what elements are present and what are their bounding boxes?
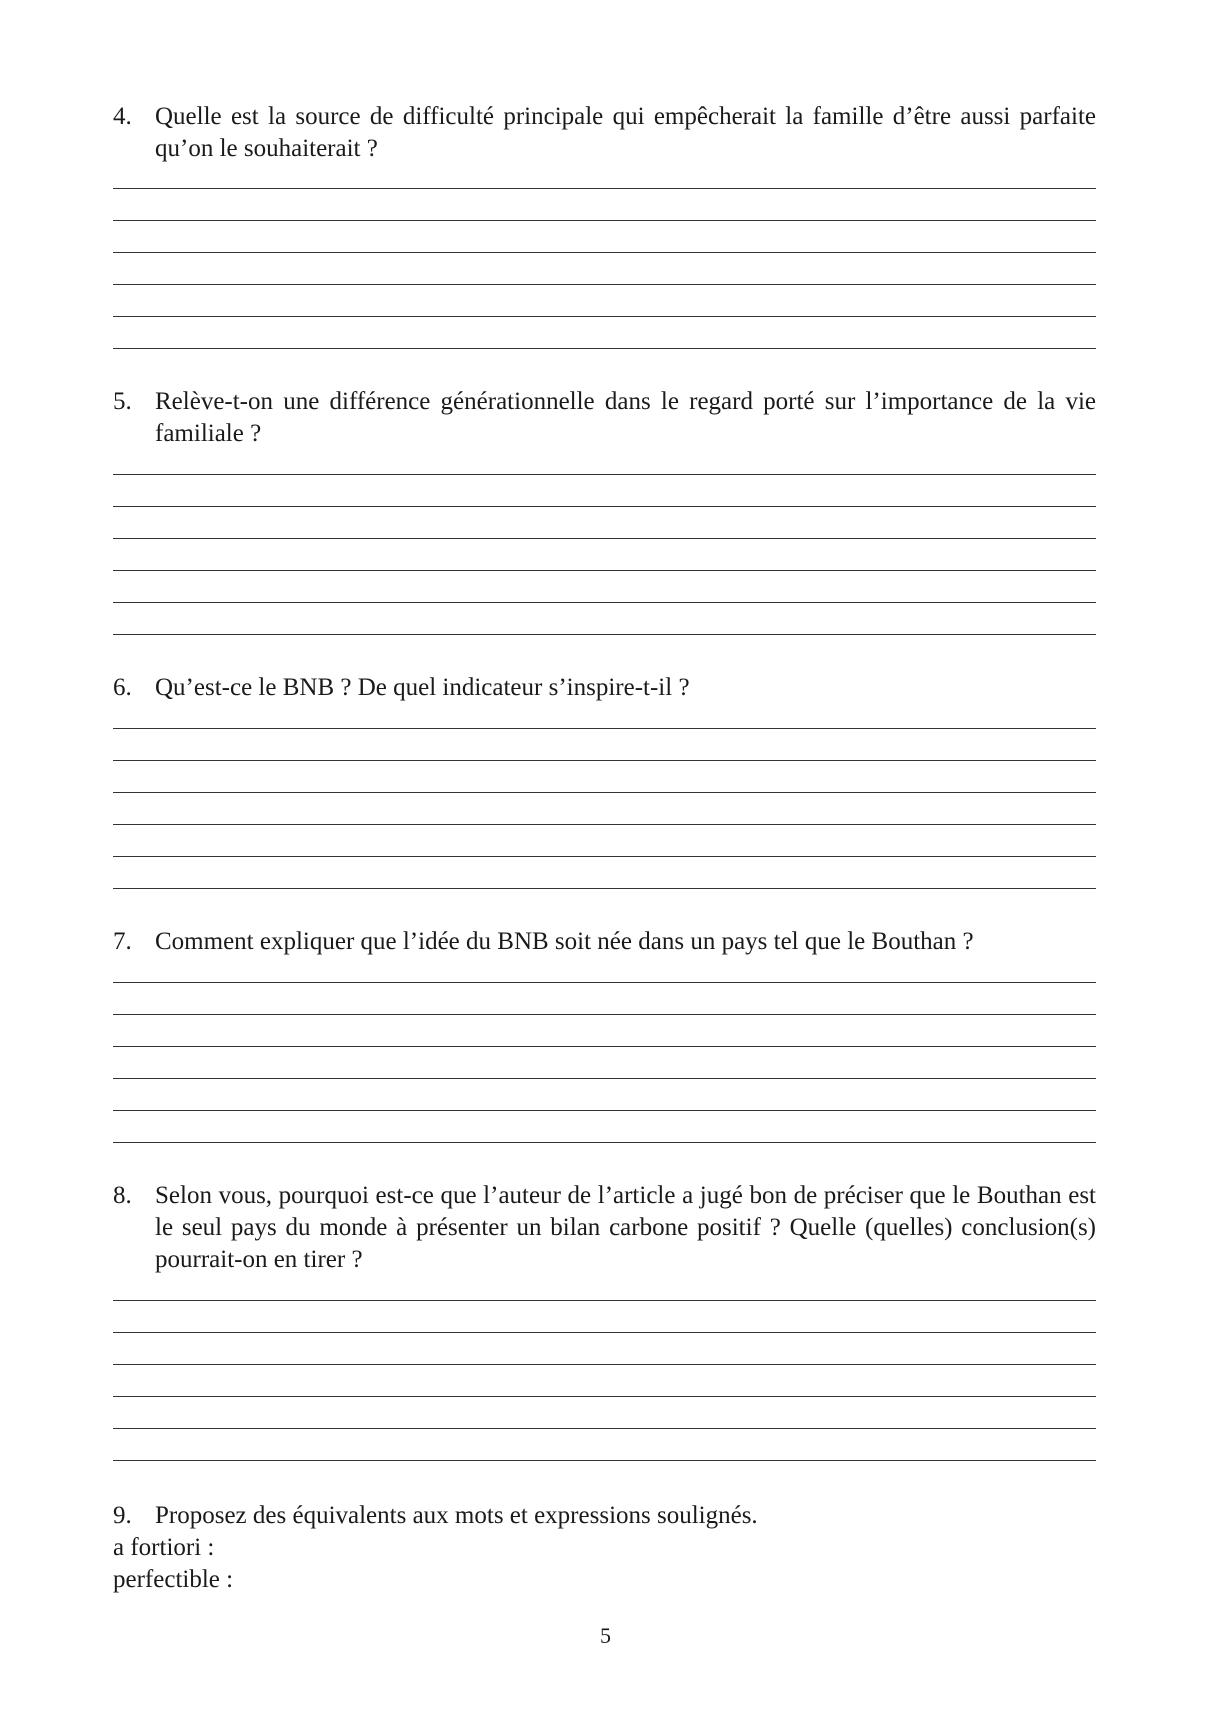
page-number: 5	[600, 1623, 611, 1648]
answer-line[interactable]	[113, 188, 1096, 189]
answer-line[interactable]	[113, 538, 1096, 539]
question-text: Relève-t-on une différence générationnelle dans le regard porté sur l’importance de la vie familiale ?	[155, 388, 1096, 447]
answer-line[interactable]	[113, 1300, 1096, 1301]
answer-line[interactable]	[113, 728, 1096, 729]
question-text: Qu’est-ce le BNB ? De quel indicateur s’inspire-t-il ?	[155, 674, 690, 701]
question-number: 4.	[113, 103, 132, 130]
answer-line[interactable]	[113, 824, 1096, 825]
question-text: Selon vous, pourquoi est-ce que l’auteur de l’article a jugé bon de préciser que le Bouthan est le seul pays du monde à présenter un bilan carbone positif ? Quelle (quelles) conclusion(s) pourrait-on en tirer ?	[155, 1182, 1096, 1273]
question-6	[113, 672, 1096, 704]
answer-line[interactable]	[113, 1142, 1096, 1143]
answer-line[interactable]	[113, 760, 1096, 761]
answer-line[interactable]	[113, 634, 1096, 635]
question-number: 8.	[113, 1182, 132, 1209]
vocab-item-perfectible: perfectible :	[113, 1566, 234, 1593]
answer-line[interactable]	[113, 1110, 1096, 1111]
question-5	[113, 386, 1096, 450]
question-8	[113, 1180, 1096, 1276]
answer-line[interactable]	[113, 856, 1096, 857]
question-text: Proposez des équivalents aux mots et expressions soulignés.	[155, 1502, 758, 1529]
question-number: 5.	[113, 388, 132, 415]
answer-line[interactable]	[113, 1014, 1096, 1015]
answer-line[interactable]	[113, 1364, 1096, 1365]
answer-line[interactable]	[113, 252, 1096, 253]
answer-line[interactable]	[113, 284, 1096, 285]
answer-line[interactable]	[113, 570, 1096, 571]
answer-line[interactable]	[113, 1460, 1096, 1461]
answer-line[interactable]	[113, 506, 1096, 507]
answer-line[interactable]	[113, 1428, 1096, 1429]
answer-line[interactable]	[113, 348, 1096, 349]
answer-line[interactable]	[113, 1046, 1096, 1047]
vocab-item-a-fortiori: a fortiori :	[113, 1534, 215, 1561]
question-text: Quelle est la source de difficulté principale qui empêcherait la famille d’être aussi parfaite qu’on le souhaiterait ?	[155, 103, 1096, 162]
question-number: 7.	[113, 928, 132, 955]
answer-line[interactable]	[113, 1078, 1096, 1079]
answer-line[interactable]	[113, 982, 1096, 983]
answer-line[interactable]	[113, 1332, 1096, 1333]
answer-line[interactable]	[113, 602, 1096, 603]
answer-line[interactable]	[113, 220, 1096, 221]
question-number: 9.	[113, 1502, 132, 1529]
question-text: Comment expliquer que l’idée du BNB soit née dans un pays tel que le Bouthan ?	[155, 928, 974, 955]
question-number: 6.	[113, 674, 132, 701]
answer-line[interactable]	[113, 474, 1096, 475]
answer-line[interactable]	[113, 792, 1096, 793]
question-9	[113, 1500, 1096, 1532]
answer-line[interactable]	[113, 316, 1096, 317]
question-7	[113, 926, 1096, 958]
question-4	[113, 101, 1096, 165]
answer-line[interactable]	[113, 1396, 1096, 1397]
answer-line[interactable]	[113, 888, 1096, 889]
